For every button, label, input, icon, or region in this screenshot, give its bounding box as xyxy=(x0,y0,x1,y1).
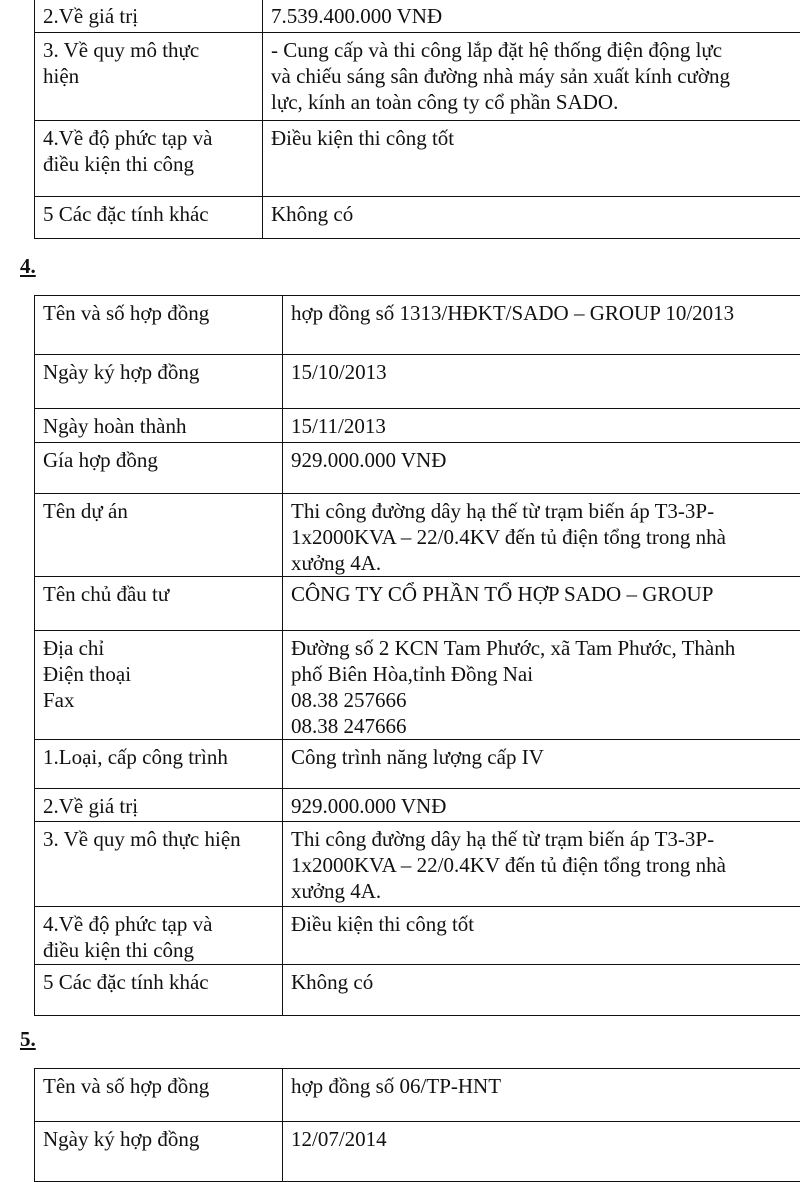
row-label: Địa chỉ Điện thoại Fax xyxy=(35,631,283,740)
table-row xyxy=(35,296,800,355)
table-row xyxy=(35,965,800,1016)
row-value: Thi công đường dây hạ thế từ trạm biến áp T3-3P- 1x2000KVA – 22/0.4KV đến tủ điện tổng trong nhà xưởng 4A. xyxy=(283,822,800,907)
row-value: 12/07/2014 xyxy=(283,1122,800,1182)
row-value: CÔNG TY CỔ PHẦN TỔ HỢP SADO – GROUP xyxy=(283,577,800,631)
row-label: 4.Về độ phức tạp và điều kiện thi công xyxy=(35,907,283,965)
row-label: Ngày ký hợp đồng xyxy=(35,355,283,409)
row-value: hợp đồng số 06/TP-HNT xyxy=(283,1069,800,1122)
row-value: hợp đồng số 1313/HĐKT/SADO – GROUP 10/2013 xyxy=(283,296,800,355)
row-value: Điều kiện thi công tốt xyxy=(283,907,800,965)
table-row xyxy=(35,1069,800,1122)
contract-table-3-continued xyxy=(34,0,800,239)
row-value: 929.000.000 VNĐ xyxy=(283,789,800,822)
row-value: Không có xyxy=(283,965,800,1016)
row-label: 3. Về quy mô thực hiện xyxy=(35,822,283,907)
contract-table-4 xyxy=(34,295,800,1016)
row-value: Công trình năng lượng cấp IV xyxy=(283,740,800,789)
table-row xyxy=(35,631,800,740)
row-label: 2.Về giá trị xyxy=(35,0,263,33)
table-row xyxy=(35,0,800,33)
row-label: Ngày ký hợp đồng xyxy=(35,1122,283,1182)
table-row xyxy=(35,1122,800,1182)
row-label: Tên và số hợp đồng xyxy=(35,1069,283,1122)
row-value: Đường số 2 KCN Tam Phước, xã Tam Phước, Thành phố Biên Hòa,tỉnh Đồng Nai 08.38 257666 08.38 247666 xyxy=(283,631,800,740)
row-value: 7.539.400.000 VNĐ xyxy=(263,0,800,33)
row-label: 5 Các đặc tính khác xyxy=(35,965,283,1016)
table-row xyxy=(35,907,800,965)
table-row xyxy=(35,121,800,197)
row-label: 3. Về quy mô thực hiện xyxy=(35,33,263,121)
row-value: 15/11/2013 xyxy=(283,409,800,443)
table-row xyxy=(35,443,800,494)
table-row xyxy=(35,740,800,789)
row-label: 4.Về độ phức tạp và điều kiện thi công xyxy=(35,121,263,197)
table-row xyxy=(35,494,800,577)
row-value: Không có xyxy=(263,197,800,239)
row-label: 2.Về giá trị xyxy=(35,789,283,822)
table-row xyxy=(35,822,800,907)
section-heading-4: 4. xyxy=(20,254,36,279)
row-label: Ngày hoàn thành xyxy=(35,409,283,443)
row-label: Tên và số hợp đồng xyxy=(35,296,283,355)
table-row xyxy=(35,409,800,443)
row-label: 1.Loại, cấp công trình xyxy=(35,740,283,789)
row-value: - Cung cấp và thi công lắp đặt hệ thống điện động lực và chiếu sáng sân đường nhà máy sản xuất kính cường lực, kính an toàn công ty cổ phần SADO. xyxy=(263,33,800,121)
row-value: 929.000.000 VNĐ xyxy=(283,443,800,494)
row-label: Tên dự án xyxy=(35,494,283,577)
row-label: 5 Các đặc tính khác xyxy=(35,197,263,239)
row-label: Gía hợp đồng xyxy=(35,443,283,494)
row-value: Thi công đường dây hạ thế từ trạm biến áp T3-3P- 1x2000KVA – 22/0.4KV đến tủ điện tổng trong nhà xưởng 4A. xyxy=(283,494,800,577)
table-row xyxy=(35,577,800,631)
table-row xyxy=(35,197,800,239)
table-row xyxy=(35,789,800,822)
table-row xyxy=(35,33,800,121)
section-heading-5: 5. xyxy=(20,1027,36,1052)
row-value: 15/10/2013 xyxy=(283,355,800,409)
contract-table-5 xyxy=(34,1068,800,1182)
table-row xyxy=(35,355,800,409)
row-value: Điều kiện thi công tốt xyxy=(263,121,800,197)
row-label: Tên chủ đầu tư xyxy=(35,577,283,631)
